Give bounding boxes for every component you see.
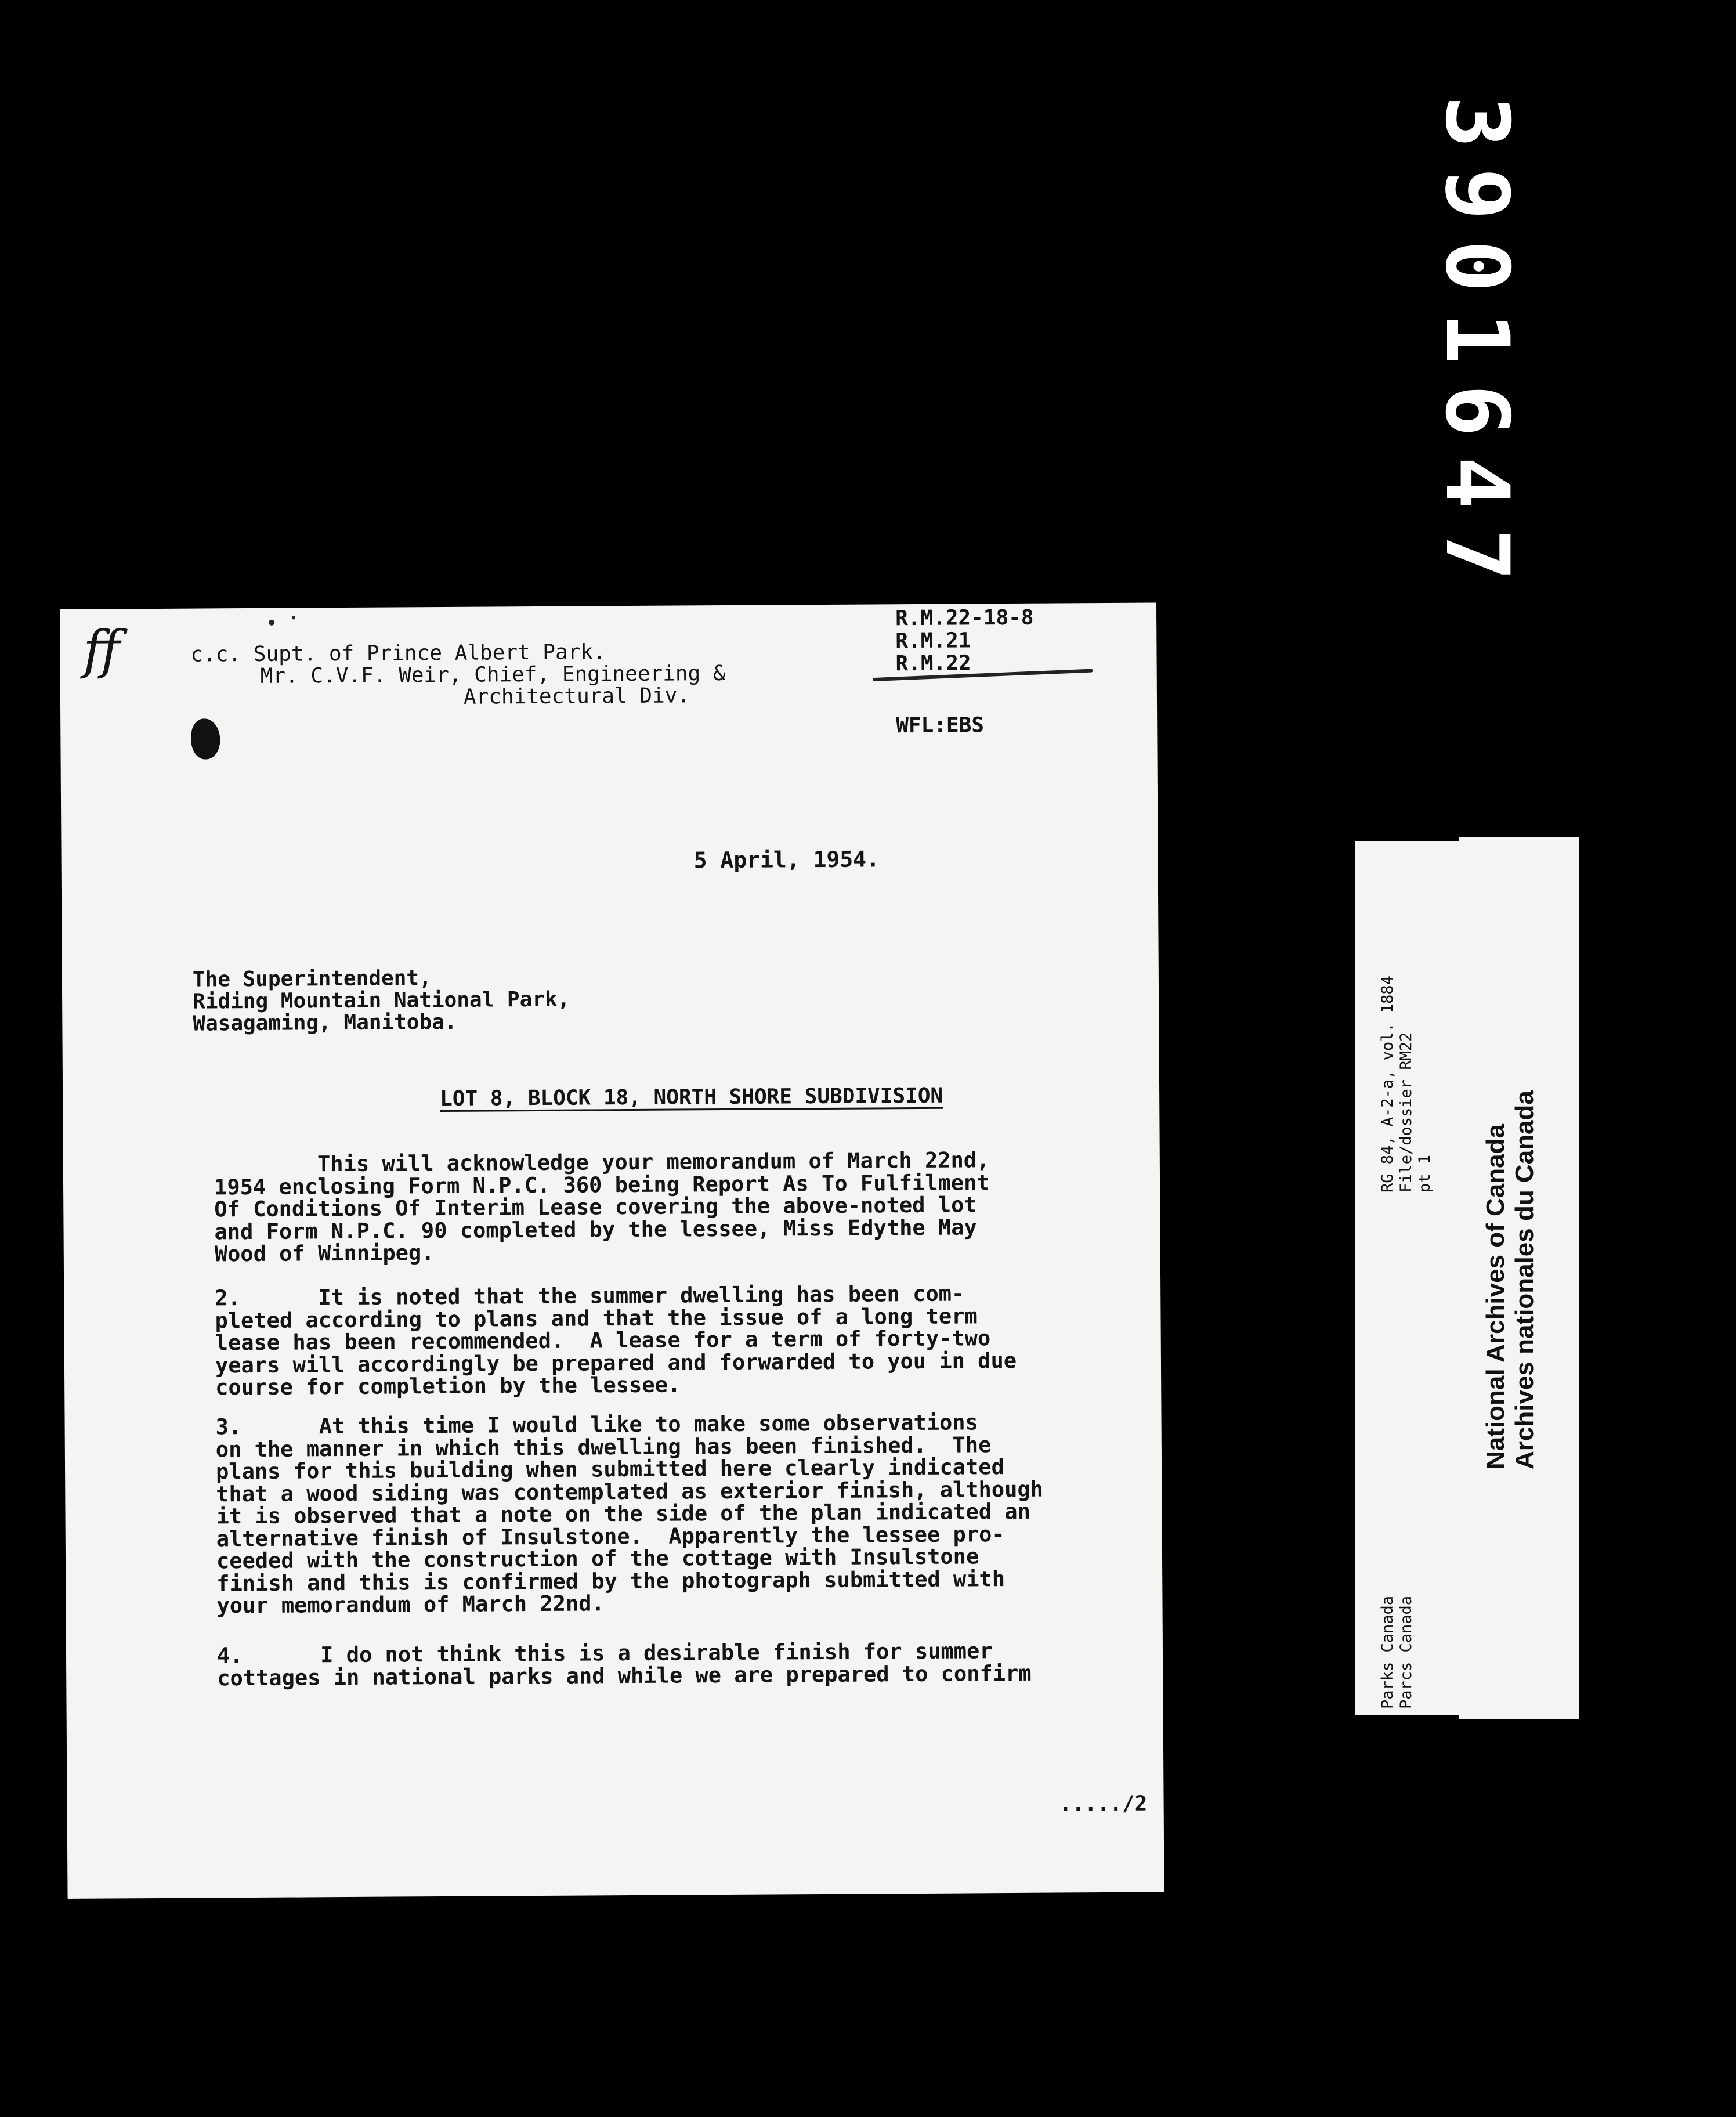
parks-label-en: Parks Canada <box>1379 1595 1397 1709</box>
file-ref-2: R.M.21 <box>895 628 971 653</box>
parks-canada-label <box>1355 841 1459 1715</box>
addressee-line-1: The Superintendent, <box>192 966 432 992</box>
cc-line-2: Mr. C.V.F. Weir, Chief, Engineering & <box>260 661 726 688</box>
ink-blot <box>191 718 220 759</box>
frame-number <box>1426 58 1527 638</box>
archive-reference-1: RG 84, A-2-a, vol. 1884 <box>1379 976 1397 1193</box>
addressee-line-2: Riding Mountain National Park, <box>193 987 570 1014</box>
file-ref-1: R.M.22-18-8 <box>895 605 1034 631</box>
archive-reference-2: File/dossier RM22 <box>1397 1032 1415 1193</box>
paragraph-3: 3. At this time I would like to make some observations on the manner in which this dwelling has been finished. The plans for this building when submitted here clearly indicated that a wood siding was contemplated as exterior finish, although it is observed that a note on the side of the plan indicated an alternative finish of Insulstone. Apparently the lessee pro- ceeded with the construction of the cottage with Insulstone finish and this is confirmed by the photograph submitted with your memorandum of March 22nd. <box>215 1410 1044 1619</box>
subject-heading: LOT 8, BLOCK 18, NORTH SHORE SUBDIVISION <box>440 1083 943 1111</box>
document-page <box>60 602 1164 1899</box>
addressee-line-3: Wasagaming, Manitoba. <box>193 1010 457 1036</box>
cc-line-3: Architectural Div. <box>463 684 690 709</box>
cc-line-1: c.c. Supt. of Prince Albert Park. <box>190 640 606 667</box>
letter-date: 5 April, 1954. <box>693 846 880 873</box>
archive-reference-3: pt 1 <box>1416 1154 1434 1193</box>
file-ref-3: R.M.22 <box>895 651 971 676</box>
paragraph-2: 2. It is noted that the summer dwelling has been com- pleted according to plans and that the issue of a long term lease has been recommended. A lease for a term of forty-two years will accordingly be prepared and forwarded to you in due course for completion by the lessee. <box>215 1281 1017 1400</box>
scan-speck <box>269 620 274 626</box>
scan-speck <box>292 616 295 620</box>
archives-name-en: National Archives of Canada <box>1481 1124 1510 1469</box>
handwritten-mark: ff <box>83 619 121 681</box>
national-archives-label <box>1459 837 1579 1719</box>
parks-label-fr: Parcs Canada <box>1397 1595 1415 1709</box>
paragraph-4: 4. I do not think this is a desirable finish for summer cottages in national parks and while we are prepared to confirm <box>216 1638 1032 1690</box>
typist-initials: WFL:EBS <box>896 713 985 738</box>
frame-number-text: 3901647 <box>1426 95 1527 601</box>
archives-name-fr: Archives nationales du Canada <box>1510 1090 1539 1469</box>
paragraph-1: This will acknowledge your memorandum of March 22nd, 1954 enclosing Form N.P.C. 360 being Report As To Fulfilment Of Conditions Of Interim Lease covering the above-noted lot and Form N.P.C. 90 completed by the lessee, Miss Edythe May Wood of Winnipeg. <box>214 1147 990 1267</box>
continuation-mark: ...../2 <box>1059 1791 1148 1816</box>
